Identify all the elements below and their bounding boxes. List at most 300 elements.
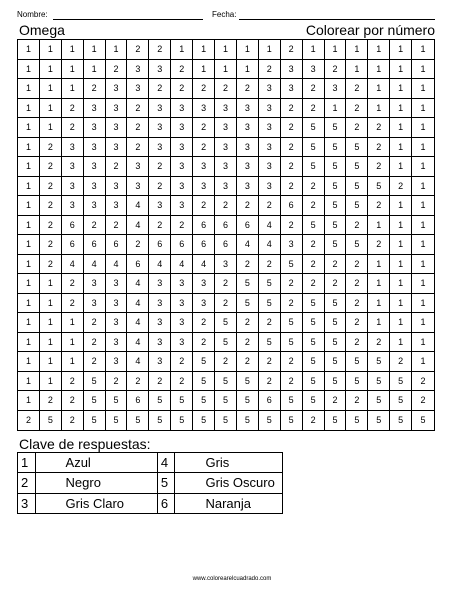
grid-cell[interactable]: 5 bbox=[346, 196, 368, 216]
grid-cell[interactable]: 5 bbox=[325, 118, 347, 138]
grid-cell[interactable]: 2 bbox=[259, 196, 281, 216]
grid-cell[interactable]: 1 bbox=[412, 274, 434, 294]
grid-cell[interactable]: 2 bbox=[237, 196, 259, 216]
grid-cell[interactable]: 5 bbox=[325, 333, 347, 353]
grid-cell[interactable]: 5 bbox=[193, 411, 215, 431]
grid-cell[interactable]: 1 bbox=[18, 313, 40, 333]
grid-cell[interactable]: 1 bbox=[412, 60, 434, 80]
grid-cell[interactable]: 2 bbox=[368, 333, 390, 353]
grid-cell[interactable]: 1 bbox=[40, 79, 62, 99]
grid-cell[interactable]: 5 bbox=[303, 216, 325, 236]
grid-cell[interactable]: 2 bbox=[281, 177, 303, 197]
grid-cell[interactable]: 2 bbox=[193, 313, 215, 333]
grid-cell[interactable]: 1 bbox=[390, 40, 412, 60]
grid-cell[interactable]: 4 bbox=[127, 216, 149, 236]
grid-cell[interactable]: 3 bbox=[281, 235, 303, 255]
grid-cell[interactable]: 2 bbox=[281, 157, 303, 177]
grid-cell[interactable]: 4 bbox=[237, 235, 259, 255]
grid-cell[interactable]: 2 bbox=[303, 177, 325, 197]
grid-cell[interactable]: 3 bbox=[259, 177, 281, 197]
grid-cell[interactable]: 2 bbox=[127, 99, 149, 119]
grid-cell[interactable]: 2 bbox=[259, 372, 281, 392]
grid-cell[interactable]: 2 bbox=[259, 255, 281, 275]
grid-cell[interactable]: 1 bbox=[412, 216, 434, 236]
grid-cell[interactable]: 5 bbox=[193, 352, 215, 372]
grid-cell[interactable]: 1 bbox=[40, 274, 62, 294]
grid-cell[interactable]: 2 bbox=[40, 216, 62, 236]
grid-cell[interactable]: 3 bbox=[106, 352, 128, 372]
grid-cell[interactable]: 3 bbox=[84, 177, 106, 197]
grid-cell[interactable]: 2 bbox=[149, 177, 171, 197]
grid-cell[interactable]: 2 bbox=[281, 294, 303, 314]
grid-cell[interactable]: 5 bbox=[303, 157, 325, 177]
grid-cell[interactable]: 2 bbox=[127, 235, 149, 255]
date-input-line[interactable] bbox=[239, 19, 435, 20]
grid-cell[interactable]: 3 bbox=[127, 60, 149, 80]
grid-cell[interactable]: 2 bbox=[303, 99, 325, 119]
grid-cell[interactable]: 1 bbox=[40, 372, 62, 392]
grid-cell[interactable]: 2 bbox=[303, 196, 325, 216]
grid-cell[interactable]: 2 bbox=[390, 177, 412, 197]
grid-cell[interactable]: 2 bbox=[368, 196, 390, 216]
grid-cell[interactable]: 3 bbox=[127, 79, 149, 99]
grid-cell[interactable]: 2 bbox=[127, 138, 149, 158]
grid-cell[interactable]: 5 bbox=[215, 411, 237, 431]
grid-cell[interactable]: 2 bbox=[325, 255, 347, 275]
grid-cell[interactable]: 1 bbox=[62, 40, 84, 60]
grid-cell[interactable]: 1 bbox=[368, 313, 390, 333]
grid-cell[interactable]: 2 bbox=[215, 79, 237, 99]
grid-cell[interactable]: 2 bbox=[127, 40, 149, 60]
grid-cell[interactable]: 3 bbox=[84, 274, 106, 294]
grid-cell[interactable]: 2 bbox=[346, 294, 368, 314]
grid-cell[interactable]: 1 bbox=[106, 40, 128, 60]
grid-cell[interactable]: 4 bbox=[84, 255, 106, 275]
grid-cell[interactable]: 1 bbox=[18, 40, 40, 60]
grid-cell[interactable]: 5 bbox=[40, 411, 62, 431]
grid-cell[interactable]: 5 bbox=[84, 372, 106, 392]
grid-cell[interactable]: 5 bbox=[149, 391, 171, 411]
grid-cell[interactable]: 3 bbox=[281, 79, 303, 99]
grid-cell[interactable]: 2 bbox=[106, 60, 128, 80]
grid-cell[interactable]: 1 bbox=[40, 60, 62, 80]
grid-cell[interactable]: 1 bbox=[259, 40, 281, 60]
grid-cell[interactable]: 3 bbox=[62, 138, 84, 158]
grid-cell[interactable]: 5 bbox=[325, 352, 347, 372]
grid-cell[interactable]: 2 bbox=[325, 391, 347, 411]
grid-cell[interactable]: 1 bbox=[62, 333, 84, 353]
grid-cell[interactable]: 2 bbox=[40, 138, 62, 158]
grid-cell[interactable]: 1 bbox=[412, 177, 434, 197]
grid-cell[interactable]: 2 bbox=[281, 118, 303, 138]
grid-cell[interactable]: 1 bbox=[18, 352, 40, 372]
grid-cell[interactable]: 2 bbox=[62, 391, 84, 411]
grid-cell[interactable]: 1 bbox=[412, 157, 434, 177]
grid-cell[interactable]: 1 bbox=[368, 99, 390, 119]
grid-cell[interactable]: 4 bbox=[106, 255, 128, 275]
grid-cell[interactable]: 2 bbox=[84, 216, 106, 236]
grid-cell[interactable]: 1 bbox=[193, 60, 215, 80]
grid-cell[interactable]: 3 bbox=[106, 274, 128, 294]
grid-cell[interactable]: 2 bbox=[346, 118, 368, 138]
grid-cell[interactable]: 5 bbox=[303, 313, 325, 333]
grid-cell[interactable]: 3 bbox=[171, 177, 193, 197]
grid-cell[interactable]: 1 bbox=[368, 60, 390, 80]
grid-cell[interactable]: 1 bbox=[40, 294, 62, 314]
grid-cell[interactable]: 2 bbox=[40, 391, 62, 411]
grid-cell[interactable]: 2 bbox=[325, 60, 347, 80]
grid-cell[interactable]: 3 bbox=[149, 196, 171, 216]
grid-cell[interactable]: 4 bbox=[127, 313, 149, 333]
grid-cell[interactable]: 5 bbox=[259, 333, 281, 353]
grid-cell[interactable]: 2 bbox=[193, 196, 215, 216]
grid-cell[interactable]: 2 bbox=[106, 372, 128, 392]
grid-cell[interactable]: 2 bbox=[368, 138, 390, 158]
grid-cell[interactable]: 3 bbox=[127, 157, 149, 177]
grid-cell[interactable]: 3 bbox=[171, 333, 193, 353]
grid-cell[interactable]: 1 bbox=[346, 40, 368, 60]
grid-cell[interactable]: 2 bbox=[215, 294, 237, 314]
grid-cell[interactable]: 2 bbox=[106, 216, 128, 236]
grid-cell[interactable]: 3 bbox=[171, 99, 193, 119]
grid-cell[interactable]: 3 bbox=[193, 294, 215, 314]
grid-cell[interactable]: 5 bbox=[325, 138, 347, 158]
grid-cell[interactable]: 5 bbox=[84, 411, 106, 431]
grid-cell[interactable]: 2 bbox=[84, 79, 106, 99]
grid-cell[interactable]: 2 bbox=[62, 274, 84, 294]
grid-cell[interactable]: 2 bbox=[303, 255, 325, 275]
grid-cell[interactable]: 4 bbox=[193, 255, 215, 275]
grid-cell[interactable]: 2 bbox=[40, 177, 62, 197]
grid-cell[interactable]: 5 bbox=[215, 313, 237, 333]
grid-cell[interactable]: 1 bbox=[40, 352, 62, 372]
grid-cell[interactable]: 2 bbox=[193, 333, 215, 353]
grid-cell[interactable]: 4 bbox=[127, 333, 149, 353]
grid-cell[interactable]: 2 bbox=[84, 333, 106, 353]
grid-cell[interactable]: 1 bbox=[390, 79, 412, 99]
grid-cell[interactable]: 6 bbox=[215, 216, 237, 236]
grid-cell[interactable]: 5 bbox=[325, 313, 347, 333]
grid-cell[interactable]: 2 bbox=[303, 79, 325, 99]
grid-cell[interactable]: 3 bbox=[171, 313, 193, 333]
grid-cell[interactable]: 1 bbox=[18, 274, 40, 294]
grid-cell[interactable]: 2 bbox=[346, 79, 368, 99]
grid-cell[interactable]: 5 bbox=[303, 352, 325, 372]
grid-cell[interactable]: 5 bbox=[325, 411, 347, 431]
grid-cell[interactable]: 3 bbox=[84, 138, 106, 158]
grid-cell[interactable]: 2 bbox=[193, 118, 215, 138]
grid-cell[interactable]: 2 bbox=[281, 352, 303, 372]
grid-cell[interactable]: 3 bbox=[106, 138, 128, 158]
grid-cell[interactable]: 5 bbox=[325, 294, 347, 314]
grid-cell[interactable]: 3 bbox=[193, 274, 215, 294]
grid-cell[interactable]: 3 bbox=[259, 157, 281, 177]
grid-cell[interactable]: 3 bbox=[237, 118, 259, 138]
grid-cell[interactable]: 6 bbox=[62, 235, 84, 255]
grid-cell[interactable]: 5 bbox=[171, 391, 193, 411]
grid-cell[interactable]: 5 bbox=[368, 372, 390, 392]
grid-cell[interactable]: 5 bbox=[281, 391, 303, 411]
grid-cell[interactable]: 1 bbox=[171, 40, 193, 60]
grid-cell[interactable]: 2 bbox=[259, 60, 281, 80]
grid-cell[interactable]: 6 bbox=[237, 216, 259, 236]
grid-cell[interactable]: 5 bbox=[346, 411, 368, 431]
grid-cell[interactable]: 1 bbox=[62, 60, 84, 80]
grid-cell[interactable]: 1 bbox=[84, 40, 106, 60]
grid-cell[interactable]: 2 bbox=[40, 157, 62, 177]
grid-cell[interactable]: 2 bbox=[62, 99, 84, 119]
grid-cell[interactable]: 3 bbox=[106, 196, 128, 216]
grid-cell[interactable]: 5 bbox=[281, 255, 303, 275]
grid-cell[interactable]: 5 bbox=[368, 391, 390, 411]
grid-cell[interactable]: 2 bbox=[171, 60, 193, 80]
grid-cell[interactable]: 1 bbox=[18, 138, 40, 158]
grid-cell[interactable]: 1 bbox=[412, 333, 434, 353]
grid-cell[interactable]: 3 bbox=[259, 138, 281, 158]
grid-cell[interactable]: 3 bbox=[84, 294, 106, 314]
grid-cell[interactable]: 2 bbox=[237, 333, 259, 353]
grid-cell[interactable]: 3 bbox=[325, 79, 347, 99]
grid-cell[interactable]: 5 bbox=[106, 391, 128, 411]
grid-cell[interactable]: 1 bbox=[18, 79, 40, 99]
grid-cell[interactable]: 5 bbox=[325, 216, 347, 236]
grid-cell[interactable]: 1 bbox=[390, 333, 412, 353]
grid-cell[interactable]: 2 bbox=[346, 333, 368, 353]
grid-cell[interactable]: 1 bbox=[412, 118, 434, 138]
grid-cell[interactable]: 3 bbox=[215, 157, 237, 177]
grid-cell[interactable]: 6 bbox=[149, 235, 171, 255]
grid-cell[interactable]: 1 bbox=[390, 235, 412, 255]
grid-cell[interactable]: 3 bbox=[149, 352, 171, 372]
grid-cell[interactable]: 3 bbox=[193, 99, 215, 119]
grid-cell[interactable]: 2 bbox=[40, 196, 62, 216]
grid-cell[interactable]: 6 bbox=[215, 235, 237, 255]
grid-cell[interactable]: 2 bbox=[127, 372, 149, 392]
grid-cell[interactable]: 5 bbox=[259, 274, 281, 294]
grid-cell[interactable]: 4 bbox=[149, 255, 171, 275]
grid-cell[interactable]: 1 bbox=[18, 216, 40, 236]
grid-cell[interactable]: 1 bbox=[412, 196, 434, 216]
grid-cell[interactable]: 3 bbox=[84, 196, 106, 216]
grid-cell[interactable]: 2 bbox=[149, 216, 171, 236]
grid-cell[interactable]: 4 bbox=[127, 274, 149, 294]
grid-cell[interactable]: 3 bbox=[171, 274, 193, 294]
grid-cell[interactable]: 1 bbox=[390, 99, 412, 119]
grid-cell[interactable]: 6 bbox=[127, 391, 149, 411]
grid-cell[interactable]: 2 bbox=[303, 411, 325, 431]
grid-cell[interactable]: 1 bbox=[18, 294, 40, 314]
grid-cell[interactable]: 3 bbox=[193, 157, 215, 177]
grid-cell[interactable]: 2 bbox=[346, 99, 368, 119]
grid-cell[interactable]: 6 bbox=[62, 216, 84, 236]
grid-cell[interactable]: 2 bbox=[346, 274, 368, 294]
grid-cell[interactable]: 1 bbox=[215, 40, 237, 60]
grid-cell[interactable]: 2 bbox=[303, 235, 325, 255]
grid-cell[interactable]: 1 bbox=[412, 294, 434, 314]
grid-cell[interactable]: 5 bbox=[346, 235, 368, 255]
grid-cell[interactable]: 5 bbox=[325, 196, 347, 216]
grid-cell[interactable]: 3 bbox=[106, 118, 128, 138]
grid-cell[interactable]: 1 bbox=[18, 177, 40, 197]
grid-cell[interactable]: 5 bbox=[303, 372, 325, 392]
grid-cell[interactable]: 1 bbox=[18, 60, 40, 80]
grid-cell[interactable]: 1 bbox=[325, 40, 347, 60]
grid-cell[interactable]: 1 bbox=[18, 391, 40, 411]
grid-cell[interactable]: 2 bbox=[281, 40, 303, 60]
grid-cell[interactable]: 5 bbox=[303, 391, 325, 411]
grid-cell[interactable]: 5 bbox=[390, 391, 412, 411]
grid-cell[interactable]: 1 bbox=[368, 274, 390, 294]
grid-cell[interactable]: 5 bbox=[215, 333, 237, 353]
grid-cell[interactable]: 1 bbox=[18, 333, 40, 353]
grid-cell[interactable]: 2 bbox=[215, 274, 237, 294]
grid-cell[interactable]: 4 bbox=[127, 196, 149, 216]
grid-cell[interactable]: 1 bbox=[412, 40, 434, 60]
grid-cell[interactable]: 2 bbox=[62, 118, 84, 138]
grid-cell[interactable]: 3 bbox=[62, 157, 84, 177]
grid-cell[interactable]: 1 bbox=[40, 118, 62, 138]
grid-cell[interactable]: 1 bbox=[193, 40, 215, 60]
grid-cell[interactable]: 1 bbox=[412, 255, 434, 275]
grid-cell[interactable]: 2 bbox=[40, 255, 62, 275]
grid-cell[interactable]: 3 bbox=[171, 196, 193, 216]
grid-cell[interactable]: 4 bbox=[127, 294, 149, 314]
grid-cell[interactable]: 1 bbox=[412, 138, 434, 158]
grid-cell[interactable]: 5 bbox=[259, 411, 281, 431]
grid-cell[interactable]: 3 bbox=[259, 99, 281, 119]
grid-cell[interactable]: 5 bbox=[303, 333, 325, 353]
grid-cell[interactable]: 5 bbox=[420, 415, 426, 426]
grid-cell[interactable]: 1 bbox=[412, 352, 434, 372]
grid-cell[interactable]: 3 bbox=[149, 60, 171, 80]
grid-cell[interactable]: 2 bbox=[281, 372, 303, 392]
grid-cell[interactable]: 1 bbox=[390, 118, 412, 138]
grid-cell[interactable]: 2 bbox=[149, 40, 171, 60]
grid-cell[interactable]: 2 bbox=[368, 157, 390, 177]
grid-cell[interactable]: 5 bbox=[368, 177, 390, 197]
grid-cell[interactable]: 1 bbox=[368, 40, 390, 60]
grid-cell[interactable]: 3 bbox=[106, 177, 128, 197]
grid-cell[interactable]: 3 bbox=[84, 157, 106, 177]
grid-cell[interactable]: 6 bbox=[193, 216, 215, 236]
grid-cell[interactable]: 1 bbox=[412, 79, 434, 99]
grid-cell[interactable]: 3 bbox=[259, 79, 281, 99]
grid-cell[interactable]: 1 bbox=[237, 40, 259, 60]
grid-cell[interactable]: 2 bbox=[346, 216, 368, 236]
grid-cell[interactable]: 3 bbox=[193, 177, 215, 197]
grid-cell[interactable]: 2 bbox=[281, 216, 303, 236]
grid-cell[interactable]: 5 bbox=[325, 177, 347, 197]
grid-cell[interactable]: 3 bbox=[149, 118, 171, 138]
grid-cell[interactable]: 2 bbox=[171, 216, 193, 236]
grid-cell[interactable]: 2 bbox=[346, 313, 368, 333]
grid-cell[interactable]: 3 bbox=[149, 274, 171, 294]
grid-cell[interactable]: 3 bbox=[215, 138, 237, 158]
grid-cell[interactable]: 2 bbox=[171, 372, 193, 392]
grid-cell[interactable]: 5 bbox=[325, 372, 347, 392]
grid-cell[interactable]: 2 bbox=[237, 313, 259, 333]
grid-cell[interactable]: 1 bbox=[62, 79, 84, 99]
grid-cell[interactable]: 4 bbox=[127, 352, 149, 372]
grid-cell[interactable]: 2 bbox=[40, 235, 62, 255]
grid-cell[interactable]: 1 bbox=[18, 255, 40, 275]
grid-cell[interactable]: 3 bbox=[149, 313, 171, 333]
grid-cell[interactable]: 3 bbox=[303, 60, 325, 80]
grid-cell[interactable]: 5 bbox=[281, 313, 303, 333]
grid-cell[interactable]: 1 bbox=[390, 157, 412, 177]
grid-cell[interactable]: 2 bbox=[193, 138, 215, 158]
grid-cell[interactable]: 6 bbox=[84, 235, 106, 255]
grid-cell[interactable]: 5 bbox=[149, 411, 171, 431]
grid-cell[interactable]: 5 bbox=[303, 138, 325, 158]
grid-cell[interactable]: 1 bbox=[368, 79, 390, 99]
grid-cell[interactable]: 3 bbox=[215, 255, 237, 275]
grid-cell[interactable]: 1 bbox=[40, 313, 62, 333]
grid-cell[interactable]: 1 bbox=[412, 235, 434, 255]
grid-cell[interactable]: 3 bbox=[215, 99, 237, 119]
grid-cell[interactable]: 2 bbox=[303, 274, 325, 294]
grid-cell[interactable]: 2 bbox=[368, 235, 390, 255]
grid-cell[interactable]: 3 bbox=[127, 177, 149, 197]
grid-cell[interactable]: 2 bbox=[149, 157, 171, 177]
grid-cell[interactable]: 5 bbox=[171, 411, 193, 431]
grid-cell[interactable]: 3 bbox=[106, 294, 128, 314]
grid-cell[interactable]: 1 bbox=[303, 40, 325, 60]
grid-cell[interactable]: 3 bbox=[149, 138, 171, 158]
grid-cell[interactable]: 1 bbox=[40, 40, 62, 60]
grid-cell[interactable]: 4 bbox=[62, 255, 84, 275]
grid-cell[interactable]: 3 bbox=[259, 118, 281, 138]
grid-cell[interactable]: 1 bbox=[18, 372, 40, 392]
grid-cell[interactable]: 3 bbox=[62, 196, 84, 216]
grid-cell[interactable]: 2 bbox=[193, 79, 215, 99]
grid-cell[interactable]: 3 bbox=[106, 333, 128, 353]
grid-cell[interactable]: 2 bbox=[171, 79, 193, 99]
grid-cell[interactable]: 5 bbox=[346, 352, 368, 372]
grid-cell[interactable]: 1 bbox=[368, 255, 390, 275]
grid-cell[interactable]: 1 bbox=[390, 216, 412, 236]
grid-cell[interactable]: 2 bbox=[346, 391, 368, 411]
grid-cell[interactable]: 3 bbox=[237, 138, 259, 158]
grid-cell[interactable]: 3 bbox=[106, 79, 128, 99]
grid-cell[interactable]: 1 bbox=[390, 255, 412, 275]
grid-cell[interactable]: 2 bbox=[412, 372, 434, 392]
grid-cell[interactable]: 1 bbox=[368, 294, 390, 314]
grid-cell[interactable]: 3 bbox=[84, 118, 106, 138]
grid-cell[interactable]: 3 bbox=[237, 177, 259, 197]
grid-cell[interactable]: 3 bbox=[171, 157, 193, 177]
grid-cell[interactable]: 5 bbox=[127, 411, 149, 431]
grid-cell[interactable]: 3 bbox=[149, 294, 171, 314]
grid-cell[interactable]: 3 bbox=[215, 118, 237, 138]
grid-cell[interactable]: 2 bbox=[281, 138, 303, 158]
grid-cell[interactable]: 5 bbox=[193, 391, 215, 411]
grid-cell[interactable]: 5 bbox=[281, 333, 303, 353]
grid-cell[interactable]: 2 bbox=[215, 196, 237, 216]
grid-cell[interactable]: 1 bbox=[62, 313, 84, 333]
grid-cell[interactable]: 5 bbox=[346, 138, 368, 158]
grid-cell[interactable]: 5 bbox=[215, 391, 237, 411]
grid-cell[interactable]: 3 bbox=[171, 138, 193, 158]
grid-cell[interactable]: 2 bbox=[62, 411, 84, 431]
grid-cell[interactable]: 3 bbox=[237, 99, 259, 119]
grid-cell[interactable]: 4 bbox=[171, 255, 193, 275]
grid-cell[interactable]: 3 bbox=[171, 294, 193, 314]
grid-cell[interactable]: 5 bbox=[346, 157, 368, 177]
grid-cell[interactable]: 5 bbox=[303, 294, 325, 314]
grid-cell[interactable]: 1 bbox=[40, 333, 62, 353]
grid-cell[interactable]: 5 bbox=[390, 411, 412, 431]
